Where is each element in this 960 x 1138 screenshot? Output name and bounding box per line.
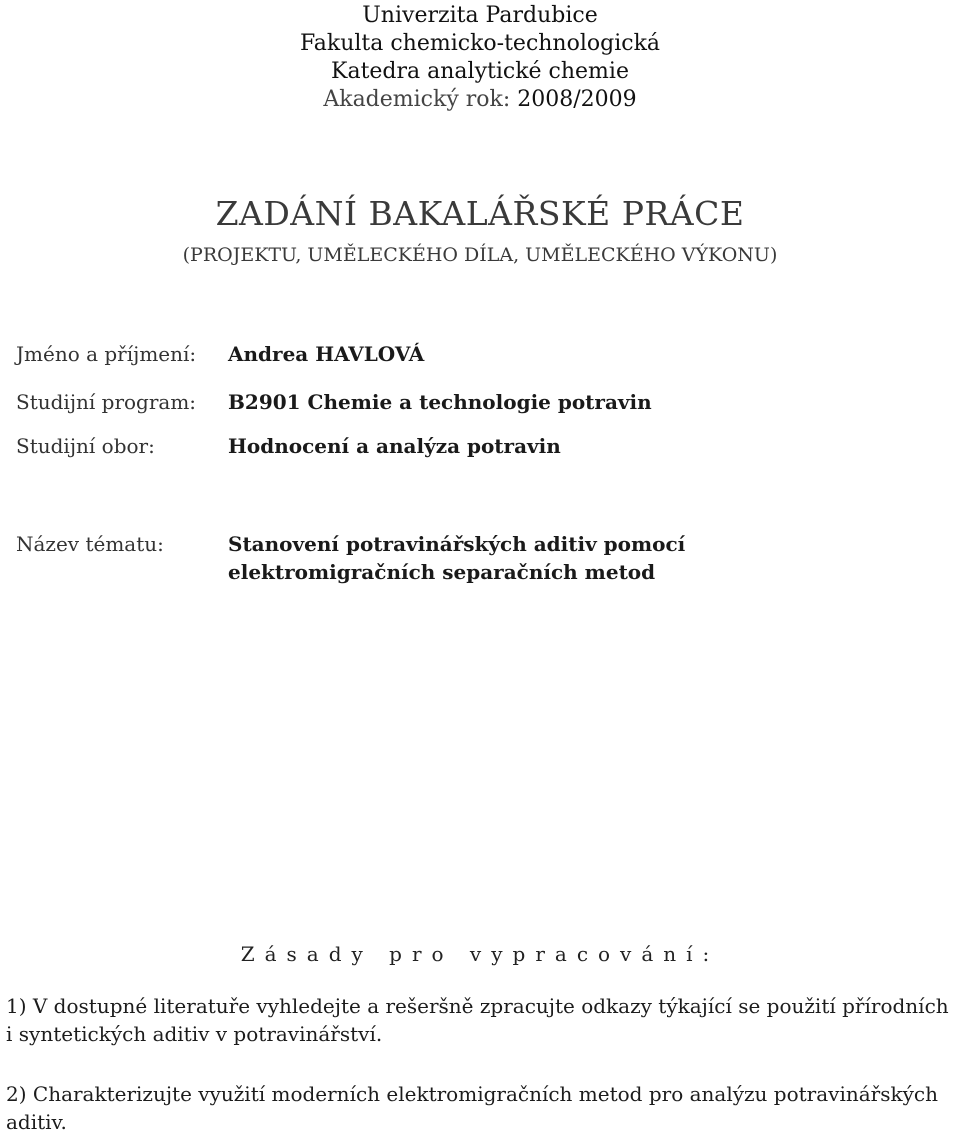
name-label: Jméno a příjmení: xyxy=(16,342,197,366)
program-value: B2901 Chemie a technologie potravin xyxy=(228,390,652,414)
field-label: Studijní obor: xyxy=(16,434,155,458)
faculty-name: Fakulta chemicko-technologická xyxy=(299,31,661,56)
guideline-item-1-line2: i syntetických aditiv v potravinářství. xyxy=(6,1022,383,1046)
page-title: ZADÁNÍ BAKALÁŘSKÉ PRÁCE xyxy=(215,194,745,233)
guideline-item-2-line2: aditiv. xyxy=(6,1110,67,1134)
guidelines-heading: Zásady pro vypracování: xyxy=(240,942,720,966)
guideline-item-2-line1: 2) Charakterizujte využití moderních elektromigračních metod pro analýzu potravinářských xyxy=(6,1082,938,1106)
guideline-item-1 xyxy=(6,992,956,1048)
university-name: Univerzita Pardubice xyxy=(362,3,598,28)
field-value: Hodnocení a analýza potravin xyxy=(228,434,561,458)
topic-value-line1: Stanovení potravinářských aditiv pomocí xyxy=(228,532,686,556)
guideline-item-1-line1: 1) V dostupné literatuře vyhledejte a rešeršně zpracujte odkazy týkající se použití přírodních xyxy=(6,994,949,1018)
topic-label: Název tématu: xyxy=(16,532,164,556)
topic-value-line2: elektromigračních separačních metod xyxy=(228,560,656,584)
name-value: Andrea HAVLOVÁ xyxy=(228,342,425,366)
academic-year xyxy=(0,86,960,114)
department-name: Katedra analytické chemie xyxy=(331,59,629,84)
program-label: Studijní program: xyxy=(16,390,197,414)
guideline-item-2 xyxy=(6,1080,956,1136)
page-subtitle: (PROJEKTU, UMĚLECKÉHO DÍLA, UMĚLECKÉHO VÝKONU) xyxy=(182,244,778,266)
academic-year-label: Akademický rok: xyxy=(323,87,511,112)
academic-year-value: 2008/2009 xyxy=(517,87,637,112)
